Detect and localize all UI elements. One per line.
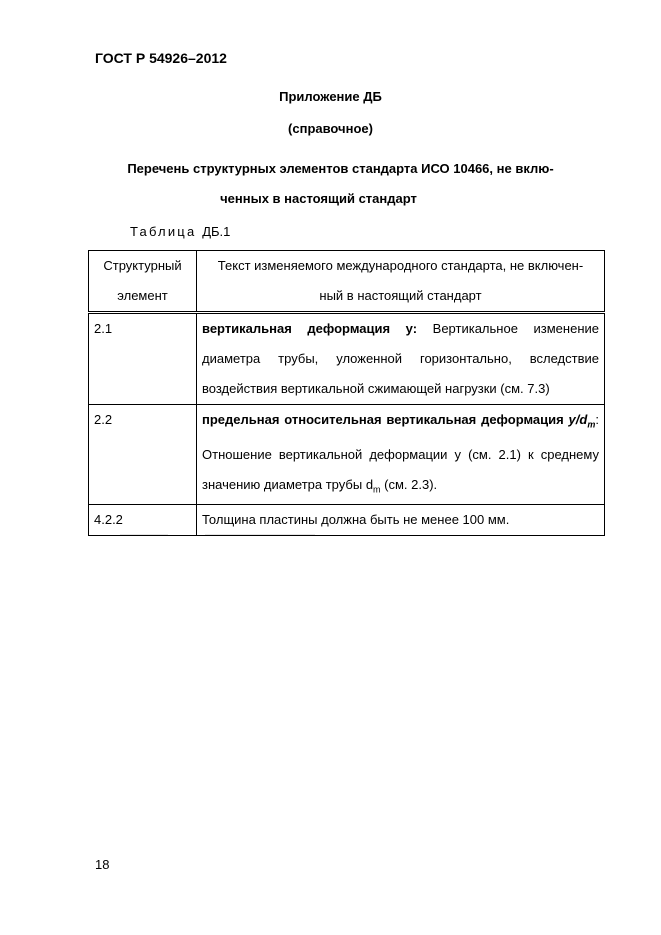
row-text-cell: Толщина пластины должна быть не менее 100 мм. [197,505,605,536]
row-text-cell [197,313,605,405]
table-row [89,505,605,536]
row-element-cell: 2.1 [89,313,197,405]
row-definition-subscript: m [373,484,381,495]
formula-d: d [579,412,588,427]
document-code: ГОСТ Р 54926–2012 [95,50,227,66]
header-col2-line1: Текст изменяемого международного стандарта, не включен- [217,258,584,273]
row-element-cell: 2.2 [89,405,197,505]
scan-artifact-line [205,534,315,535]
table-caption-number: ДБ.1 [202,224,231,239]
row-term: вертикальная деформация у: [202,321,418,336]
row-definition: Вертикальное изменение диаметра трубы, уложенной горизонтально, вследствие воздействия вертикальной сжимающей нагрузки (см. 7.3) [202,321,599,396]
row-element-cell: 4.2.2 [89,505,197,536]
header-col1-line2: элемент [117,288,168,303]
appendix-title: Приложение ДБ [279,89,382,104]
formula-y: y [568,412,576,427]
page-number: 18 [95,857,110,872]
header-cell-element [89,251,197,313]
table-caption [130,224,230,239]
scan-artifact-line [120,534,168,535]
table-row [89,313,605,405]
header-col1-line1: Структурный [103,258,182,273]
appendix-type: (справочное) [288,121,373,136]
appendix-heading-line1: Перечень структурных элементов стандарта ИСО 10466, не вклю- [127,161,554,176]
table-row [89,405,605,505]
appendix-heading-line2: ченных в настоящий стандарт [220,191,417,206]
row-definition-a: : Отношение вертикальной деформации у (см. 2.1) к среднему значению диаметра трубы d [202,412,599,492]
table-header-row [89,251,605,313]
formula-slash: / [575,412,580,427]
row-text-cell [197,405,605,505]
row-term: предельная относительная вертикальная деформация [202,412,564,427]
formula-subscript: m [587,419,596,430]
header-cell-text [197,251,605,313]
row-definition-b: (см. 2.3). [380,476,438,492]
table-caption-word: Таблица [130,224,197,239]
header-col2-line2: ный в настоящий стандарт [319,288,482,303]
structural-elements-table [88,250,605,536]
